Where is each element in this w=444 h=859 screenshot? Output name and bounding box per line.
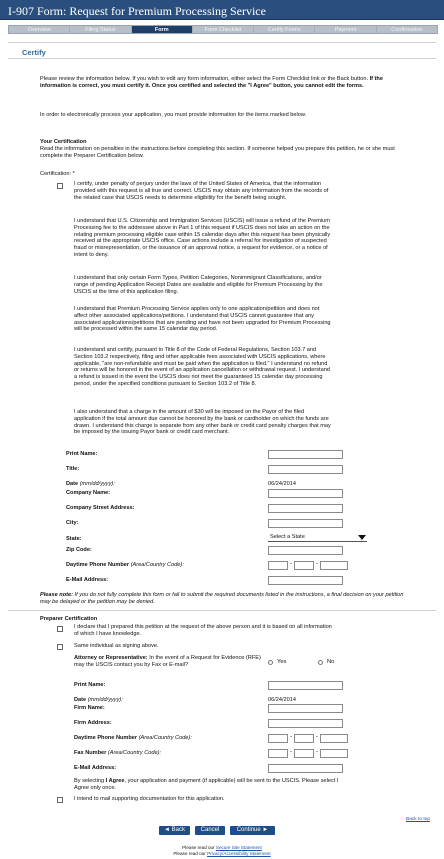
agree-instructions: By selecting I Agree, your application and payment (if applicable) will be sent to the USCIS. Please select I Agree only once. <box>74 778 339 791</box>
fax-area-input[interactable] <box>268 749 288 758</box>
zip-code-label: Zip Code: <box>66 547 92 553</box>
firm-name-label: Firm Name: <box>74 705 105 711</box>
certification-checkbox[interactable] <box>57 183 63 189</box>
phone-prefix-input[interactable] <box>294 561 314 570</box>
divider <box>8 610 436 611</box>
preparer-phone-prefix-input[interactable] <box>294 734 314 743</box>
certification-paragraph: I also understand that a charge in the amount of $30 will be imposed on the Payor of the filed application if the total amount due cannot be honored by the bank or cardholder on which the funds are drawn. I understand this charge is separate from any other bank or credit card penalty charges that may be imposed by the issuing Payor bank or credit card merchant. <box>74 409 331 436</box>
same-individual-checkbox[interactable] <box>57 644 63 650</box>
secure-site-link[interactable]: Secure Site Statement <box>215 845 262 850</box>
certification-paragraph: I understand that only certain Form Types, Petition Categories, Nonimmigrant Classifications, and/or range of pending Application Receipt Dates are available and eligible for Premium Processing by the USCIS at the time of this application filing. <box>74 275 323 295</box>
section-title: Certify <box>22 48 46 57</box>
fax-prefix-input[interactable] <box>294 749 314 758</box>
cancel-button[interactable]: Cancel <box>195 826 225 835</box>
preparer-declaration: I declare that I prepared this petition at the request of the above person and it is based on all information of which I have knowledge. <box>74 624 332 637</box>
back-to-top-link[interactable]: Back to top <box>406 817 430 822</box>
certification-paragraph: I understand that U.S. Citizenship and Immigration Services (USCIS) will issue a refund of the Premium Processing fee to the addressee above in Part 1 of this request if USCIS does not take an action on the relating premium processing eligible case within 15 calendar days after this request has been physically received at the appropriate USCIS office. Case actions include a referral for investigation of suspected fraud or misrepresentation, or the issuance of an approval notice, a request for evidence, or a notice of intent to deny. <box>74 218 331 259</box>
your-certification-heading: Your Certification <box>40 139 87 145</box>
phone-separator: - <box>290 561 292 567</box>
back-button[interactable]: ◄ Back <box>159 826 190 835</box>
please-note: Please note: If you do not fully complete this form or fail to submit the required documents listed in the instructions, a final decision on your petition may be delayed or the petition may be denied. <box>40 592 404 605</box>
rfe-no-radio[interactable] <box>318 660 323 665</box>
preparer-certification-heading: Preparer Certification <box>40 616 98 622</box>
footer-privacy-statement: Please read our Privacy/Accessibility Statement <box>173 851 271 856</box>
phone-separator: - <box>290 734 292 740</box>
firm-address-input[interactable] <box>268 719 343 728</box>
certification-paragraph: I understand that Premium Processing Service applies only to one application/petition and does not affect other associated applications/petitions. I understand that USCIS cannot guarantee that any associated applications/petitions that are pending and have not been upgraded for Premium Processing will be processed within the same 15 calendar day period. <box>74 306 331 333</box>
tab-certify-forms[interactable]: Certify Forms <box>254 26 315 33</box>
mail-documents-checkbox[interactable] <box>57 797 63 803</box>
intro-instructions: Please review the information below. If you wish to edit any form information, either select the Form Checklist link or the Back button. If the information is correct, you must certify it. Once you certified and selected the "I Agree" button, you cannot edit the forms. <box>40 76 383 89</box>
window-title: I-907 Form: Request for Premium Processing Service <box>8 4 266 18</box>
phone-line-input[interactable] <box>320 561 348 570</box>
continue-button[interactable]: Continue ► <box>230 826 275 835</box>
company-address-label: Company Street Address: <box>66 505 135 511</box>
tab-payment[interactable]: Payment <box>315 26 376 33</box>
preparer-email-label: E-Mail Address: <box>74 765 117 771</box>
tab-form[interactable]: Form <box>132 26 193 33</box>
chevron-down-icon <box>358 535 366 540</box>
company-address-input[interactable] <box>268 504 343 513</box>
email-label: E-Mail Address: <box>66 577 109 583</box>
progress-tabs <box>8 25 438 34</box>
tab-form-checklist[interactable]: Form Checklist <box>193 26 254 33</box>
rfe-yes-radio[interactable] <box>268 660 273 665</box>
your-certification-text: Read the information on penalties in the instructions before completing this section. If someone helped you prepare this petition, he or she must complete the Preparer Certification below. <box>40 146 395 159</box>
print-name-input[interactable] <box>268 450 343 459</box>
phone-separator: - <box>316 734 318 740</box>
preparer-phone-area-input[interactable] <box>268 734 288 743</box>
same-individual-label: Same individual as signing above. <box>74 643 159 649</box>
date-value: 06/24/2014 <box>268 481 296 487</box>
preparer-print-name-input[interactable] <box>268 681 343 690</box>
preparer-date-label: Date (mm/dd/yyyy): <box>74 697 123 703</box>
fax-label: Fax Number (Area/Country Code): <box>74 750 162 756</box>
rfe-no-label: No <box>327 659 335 665</box>
title-label: Title: <box>66 466 80 472</box>
preparer-print-name-label: Print Name: <box>74 682 106 688</box>
preparer-email-input[interactable] <box>268 764 343 773</box>
mail-documents-label: I intend to mail supporting documentation for this application. <box>74 796 225 802</box>
firm-address-label: Firm Address: <box>74 720 112 726</box>
fax-line-input[interactable] <box>320 749 348 758</box>
preparer-date-value: 06/24/2014 <box>268 697 296 703</box>
certification-paragraph: I certify, under penalty of perjury under the laws of the United States of America, that the information provided with this request is all true and correct. USCIS may obtain any information from the records of the related case that USCIS needs to determine eligibility for the benefit being sought. <box>74 181 329 201</box>
city-input[interactable] <box>268 519 343 528</box>
city-label: City: <box>66 520 79 526</box>
attorney-question: Attorney or Representative: In the event of a Request for Evidence (RFE) may the USCIS contact you by Fax or E-mail? <box>74 655 261 668</box>
firm-name-input[interactable] <box>268 704 343 713</box>
state-select[interactable]: Select a State <box>268 533 367 542</box>
preparer-declare-checkbox[interactable] <box>57 626 63 632</box>
privacy-link[interactable]: Privacy/Accessibility Statement <box>207 851 271 856</box>
rfe-yes-label: Yes <box>277 659 287 665</box>
state-label: State: <box>66 536 82 542</box>
fax-separator: - <box>290 749 292 755</box>
zip-code-input[interactable] <box>268 546 343 555</box>
print-name-label: Print Name: <box>66 451 98 457</box>
tab-filing-status[interactable]: Filing Status <box>70 26 131 33</box>
fax-separator: - <box>316 749 318 755</box>
certification-label: Certification: * <box>40 171 75 177</box>
tab-overview[interactable]: Overview <box>9 26 70 33</box>
certification-paragraph: I understand and certify, pursuant to Title 8 of the Code of Federal Regulations, Section 103.7 and Section 103.2 respectively, filing and other applicable fees associated with USCIS applications, where applicable, "are non-refundable and must be paid when the application is filed." I understand no refund or returns will be honored in the event of an application cancellation or withdrawal request. I understand a refund is issued in the event the USCIS does not meet the guaranteed 15 calendar day processing period, under the specified conditions pursuant to Section 103.2 of Title 8. <box>74 347 330 388</box>
title-bar <box>0 0 444 20</box>
date-label: Date (mm/dd/yyyy): <box>66 481 115 487</box>
daytime-phone-label: Daytime Phone Number (Area/Country Code): <box>66 562 184 568</box>
tab-confirmation[interactable]: Confirmation <box>391 27 423 33</box>
preparer-phone-label: Daytime Phone Number (Area/Country Code): <box>74 735 192 741</box>
phone-separator: - <box>316 561 318 567</box>
intro-required-note: In order to electronically process your application, you must provide information for the items marked below. <box>40 112 307 118</box>
company-name-input[interactable] <box>268 489 343 498</box>
divider <box>8 42 436 43</box>
title-input[interactable] <box>268 465 343 474</box>
preparer-phone-line-input[interactable] <box>320 734 348 743</box>
phone-area-input[interactable] <box>268 561 288 570</box>
divider <box>8 58 436 59</box>
email-input[interactable] <box>268 576 343 585</box>
footer-secure-statement: Please read our Secure Site Statement <box>182 845 262 850</box>
company-name-label: Company Name: <box>66 490 111 496</box>
